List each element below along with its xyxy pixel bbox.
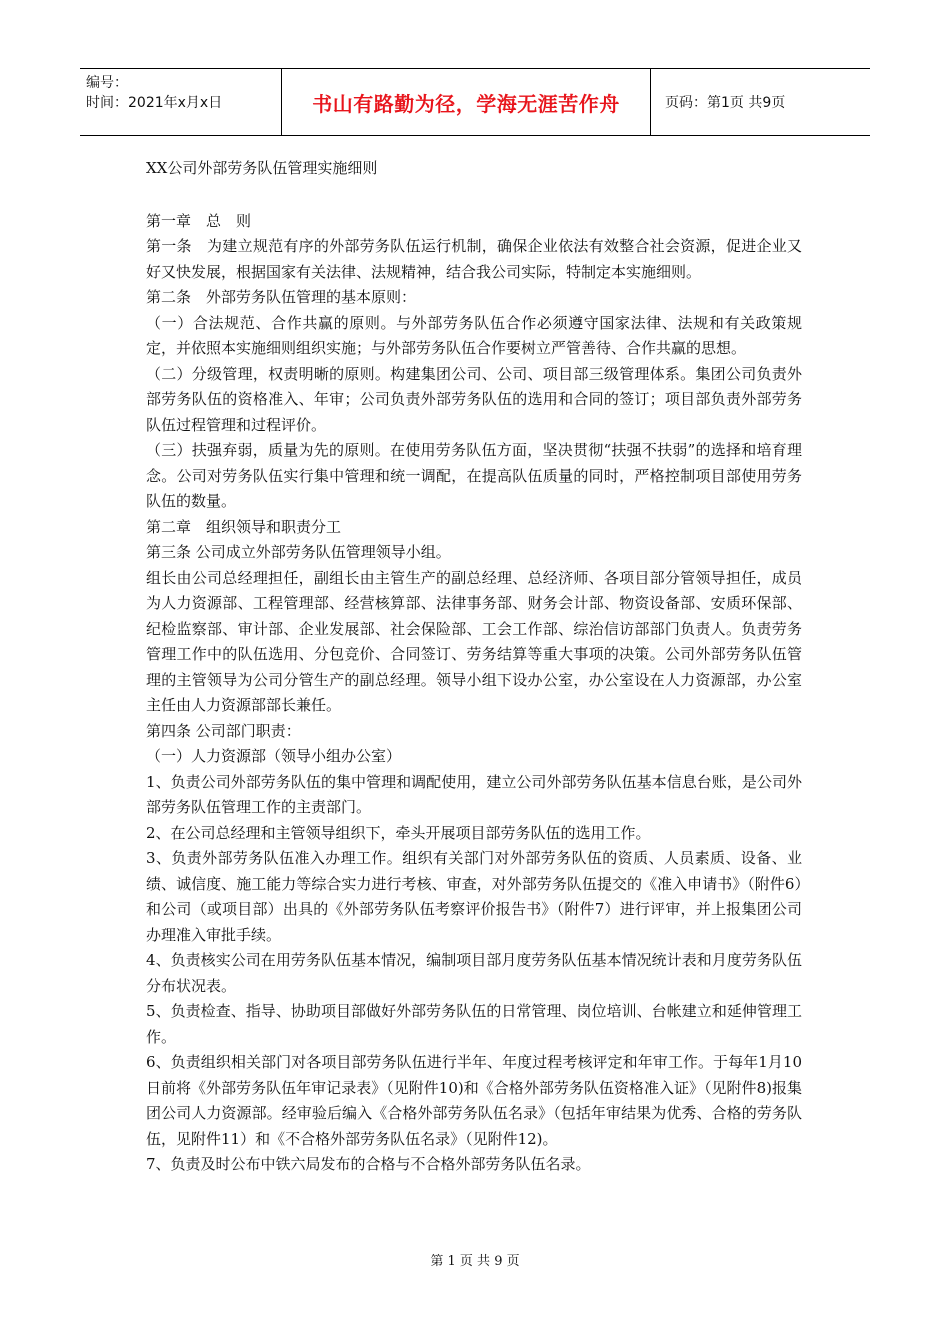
page-header <box>80 68 870 136</box>
paragraph: 7、负责及时公布中铁六局发布的合格与不合格外部劳务队伍名录。 <box>146 1155 591 1173</box>
document-time-label: 时间：2021年x月x日 <box>86 95 223 111</box>
paragraph: （二）分级管理，权责明晰的原则。构建集团公司、公司、项目部三级管理体系。集团公司负责外部劳务队伍的资格准入、年审；公司负责外部劳务队伍的选用和合同的签订；项目部负责外部劳务队伍过程管理和过程评价。 <box>146 364 802 434</box>
paragraph: 第四条 公司部门职责： <box>146 721 301 740</box>
paragraph: 第二章 组织领导和职责分工 <box>146 517 342 536</box>
paragraph: 1、负责公司外部劳务队伍的集中管理和调配使用，建立公司外部劳务队伍基本信息台账，是公司外部劳务队伍管理工作的主责部门。 <box>146 772 802 816</box>
document-number-label: 编号： <box>86 75 128 91</box>
paragraph: 第一条 为建立规范有序的外部劳务队伍运行机制，确保企业依法有效整合社会资源，促进企业又好又快发展，根据国家有关法律、法规精神，结合我公司实际，特制定本实施细则。 <box>146 237 802 281</box>
header-meta <box>80 69 281 135</box>
paragraph: （一）合法规范、合作共赢的原则。与外部劳务队伍合作必须遵守国家法律、法规和有关政策规定，并依照本实施细则组织实施；与外部劳务队伍合作要树立严管善待、合作共赢的思想。 <box>146 313 802 357</box>
paragraph: 第二条 外部劳务队伍管理的基本原则： <box>146 288 417 306</box>
paragraph: 5、负责检查、指导、协助项目部做好外部劳务队伍的日常管理、岗位培训、台帐建立和延伸管理工作。 <box>146 1002 802 1046</box>
paragraph: 3、负责外部劳务队伍准入办理工作。组织有关部门对外部劳务队伍的资质、人员素质、设备、业绩、诚信度、施工能力等综合实力进行考核、审查，对外部劳务队伍提交的《准入申请书》（附件6）和公司（或项目部）出具的《外部劳务队伍考察评价报告书》（附件7）进行评审，并上报集团公司办理准入审批手续。 <box>146 849 802 944</box>
paragraph: 组长由公司总经理担任，副组长由主管生产的副总经理、总经济师、各项目部分管领导担任，成员为人力资源部、工程管理部、经营核算部、法律事务部、财务会计部、物资设备部、安质环保部、纪检监察部、审计部、企业发展部、社会保险部、工会工作部、综治信访部部门负责人。负责劳务管理工作中的队伍选用、分包竞价、合同签订、劳务结算等重大事项的决策。公司外部劳务队伍管理的主管领导为公司分管生产的副总经理。领导小组下设办公室，办公室设在人力资源部，办公室主任由人力资源部部长兼任。 <box>146 568 802 714</box>
header-motto: 书山有路勤为径，学海无涯苦作舟 <box>281 69 651 135</box>
paragraph: （三）扶强弃弱，质量为先的原则。在使用劳务队伍方面，坚决贯彻“扶强不扶弱”的选择和培育理念。公司对劳务队伍实行集中管理和统一调配，在提高队伍质量的同时，严格控制项目部使用劳务队伍的数量。 <box>146 441 802 510</box>
paragraph: 第三条 公司成立外部劳务队伍管理领导小组。 <box>146 543 451 561</box>
paragraph: 6、负责组织相关部门对各项目部劳务队伍进行半年、年度过程考核评定和年审工作。于每年1月10日前将《外部劳务队伍年审记录表》（见附件10)和《合格外部劳务队伍资格准入证》（见附件8)报集团公司人力资源部。经审验后编入《合格外部劳务队伍名录》（包括年审结果为优秀、合格的劳务队伍，见附件11）和《不合格外部劳务队伍名录》（见附件12)。 <box>146 1053 802 1148</box>
paragraph: 第一章 总 则 <box>146 211 252 230</box>
document-title: XX公司外部劳务队伍管理实施细则 <box>146 159 378 177</box>
page-footer: 第 1 页 共 9 页 <box>430 1254 520 1269</box>
document-body <box>146 156 802 1178</box>
paragraph: 2、在公司总经理和主管领导组织下，牵头开展项目部劳务队伍的选用工作。 <box>146 823 651 842</box>
paragraph: （一）人力资源部（领导小组办公室） <box>146 747 402 765</box>
header-page-label: 页码：第1页 共9页 <box>665 95 786 111</box>
paragraph: 4、负责核实公司在用劳务队伍基本情况，编制项目部月度劳务队伍基本情况统计表和月度劳务队伍分布状况表。 <box>146 951 802 995</box>
